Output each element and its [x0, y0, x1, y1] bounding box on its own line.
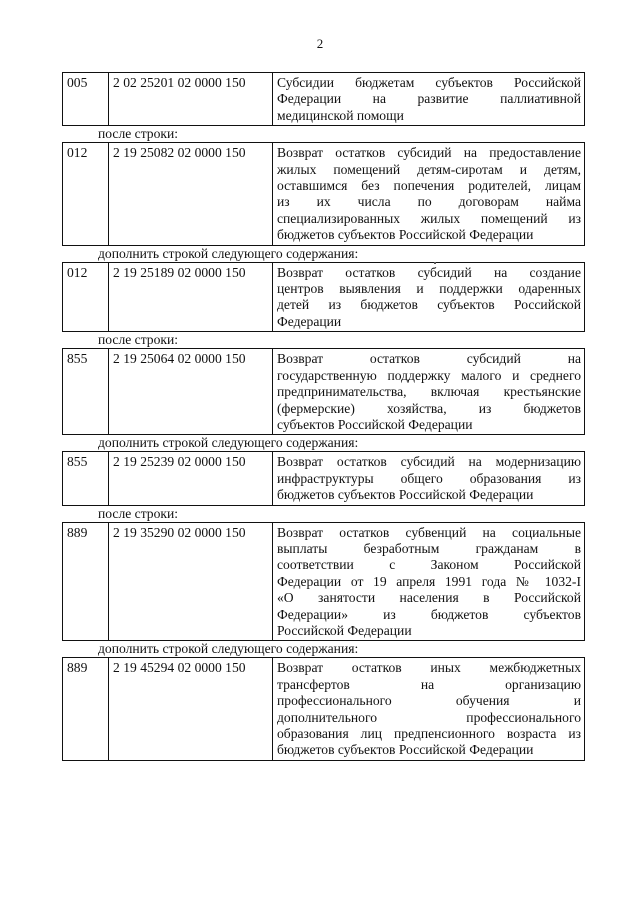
table-row	[63, 522, 585, 641]
admin-code-cell: 889	[63, 522, 109, 641]
instruction-text: дополнить строкой следующего содержания:	[98, 435, 359, 451]
description-line: оставшимся без попечения родителей, лицам	[277, 178, 581, 194]
description-line: Российской Федерации	[277, 622, 412, 638]
table-row	[63, 143, 585, 245]
description-line: бюджетов субъектов Российской Федерации	[277, 487, 534, 503]
kbk-code-cell: 2 19 25082 02 0000 150	[109, 143, 273, 245]
description-line: бюджетов субъектов Российской Федерации	[277, 742, 534, 758]
description-line: Возврат остатков субсидий на предоставление	[277, 145, 581, 161]
budget-row-block	[62, 451, 585, 505]
description-line: центров выявления и поддержки одаренных	[277, 281, 581, 297]
budget-row-block	[62, 262, 585, 333]
description-line: из их числа по договорам найма	[277, 194, 581, 210]
description-line: образования лиц предпенсионного возраста из	[277, 726, 581, 741]
description-line: «О занятости населения в Российской	[277, 590, 581, 606]
description-line: (фермерские) хозяйства, из бюджетов	[277, 400, 581, 416]
budget-row-block	[62, 348, 585, 435]
description-line: государственную поддержку малого и среднего	[277, 367, 581, 383]
budget-row-block	[62, 142, 585, 245]
description-line: Возврат остатков субсидий на создание	[277, 264, 581, 280]
admin-code-cell: 855	[63, 349, 109, 435]
description-cell	[273, 349, 585, 435]
budget-row-block	[62, 72, 585, 126]
description-line: инфраструктуры общего образования из	[277, 470, 581, 486]
table-row	[63, 349, 585, 435]
instruction-text: после строки:	[98, 505, 179, 521]
page-number: 2	[316, 36, 324, 51]
admin-code-cell: 012	[63, 143, 109, 245]
kbk-code-cell: 2 02 25201 02 0000 150	[109, 73, 273, 126]
kbk-code-cell: 2 19 25239 02 0000 150	[109, 452, 273, 505]
description-line: бюджетов субъектов Российской Федерации	[277, 227, 534, 243]
description-cell	[273, 262, 585, 332]
description-line: Федерации на развитие паллиативной	[277, 91, 581, 107]
description-line: медицинской помощи	[277, 107, 404, 123]
description-line: дополнительного профессионального	[277, 709, 581, 725]
description-line: Федерации» из бюджетов субъектов	[277, 606, 581, 622]
description-line: предпринимательства, включая крестьянские	[277, 384, 581, 400]
instruction-text: дополнить строкой следующего содержания:	[98, 641, 359, 657]
table-row	[63, 262, 585, 332]
kbk-code-cell: 2 19 25064 02 0000 150	[109, 349, 273, 435]
description-line: соответствии с Законом Российской	[277, 557, 581, 573]
description-line: Возврат остатков иных межбюджетных	[277, 660, 581, 676]
description-cell	[273, 452, 585, 505]
budget-row-block	[62, 657, 585, 760]
admin-code-cell: 889	[63, 658, 109, 760]
description-line: жилых помещений детям-сиротам и детям,	[277, 161, 581, 177]
description-line: Возврат остатков субсидий на модернизацию	[277, 454, 581, 470]
description-cell	[273, 522, 585, 641]
description-line: выплаты безработным гражданам в	[277, 540, 581, 556]
description-line: детей из бюджетов субъектов Российской	[277, 297, 581, 313]
description-line: трансфертов на организацию	[277, 676, 581, 692]
kbk-code-cell: 2 19 25189 02 0000 150	[109, 262, 273, 332]
description-line: специализированных жилых помещений из	[277, 210, 581, 226]
description-line: субъектов Российской Федерации	[277, 416, 473, 432]
description-line: профессионального обучения и	[277, 693, 581, 709]
admin-code-cell: 005	[63, 73, 109, 126]
description-line: Федерации от 19 апреля 1991 года № 1032-I	[277, 573, 581, 589]
description-line: Субсидии бюджетам субъектов Российской	[277, 75, 581, 90]
kbk-code-cell: 2 19 35290 02 0000 150	[109, 522, 273, 641]
table-row	[63, 73, 585, 126]
description-line: Возврат остатков субвенций на социальные	[277, 524, 581, 540]
admin-code-cell: 855	[63, 452, 109, 505]
admin-code-cell: 012	[63, 262, 109, 332]
description-line: Федерации	[277, 313, 342, 329]
instruction-text: после строки:	[98, 332, 179, 348]
instruction-text: дополнить строкой следующего содержания:	[98, 245, 359, 261]
budget-row-block	[62, 522, 585, 642]
scan-speck	[434, 262, 436, 264]
table-row	[63, 658, 585, 760]
table-row	[63, 452, 585, 505]
description-cell	[273, 658, 585, 760]
description-line: Возврат остатков субсидий на	[277, 351, 581, 367]
amendments-table	[62, 72, 585, 761]
description-cell	[273, 73, 585, 126]
description-cell	[273, 143, 585, 245]
instruction-text: после строки:	[98, 126, 179, 142]
kbk-code-cell: 2 19 45294 02 0000 150	[109, 658, 273, 760]
